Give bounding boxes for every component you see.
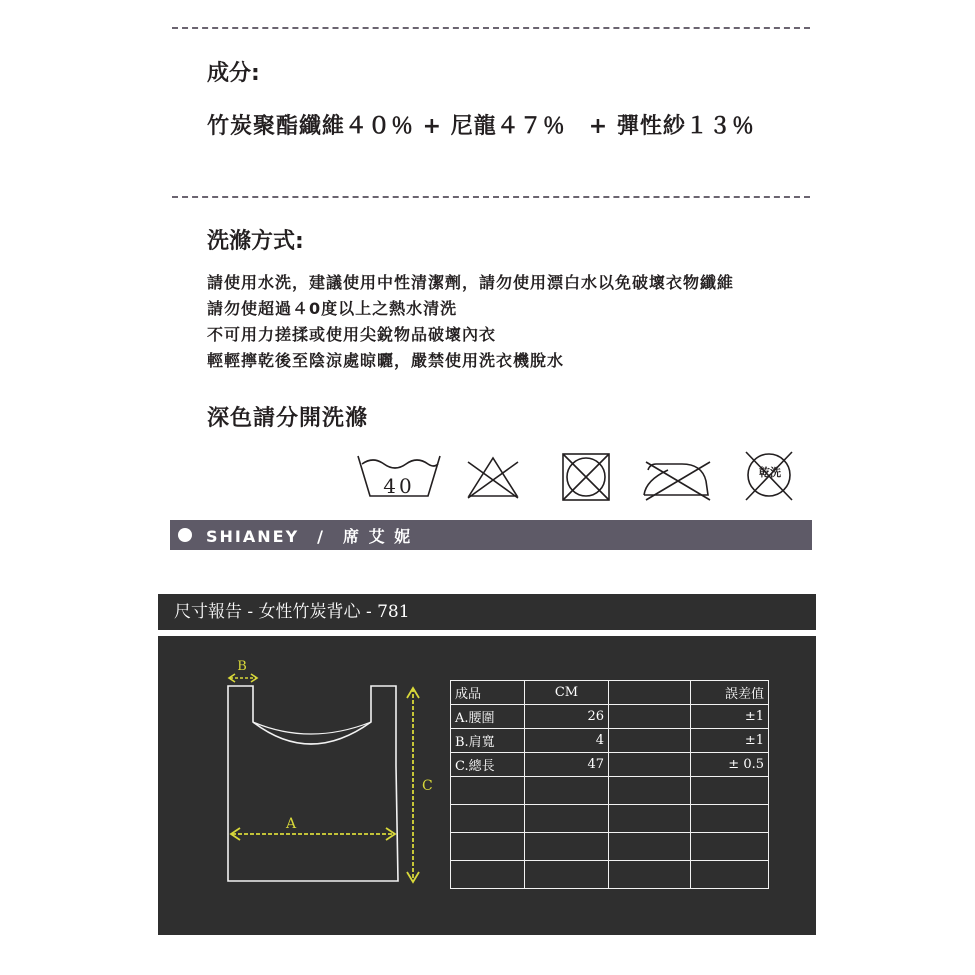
dark-color-note: 深色請分開洗滌 bbox=[207, 406, 369, 431]
table-row bbox=[451, 805, 769, 833]
row-cm: 47 bbox=[525, 753, 609, 777]
washing-line: 請使用水洗，建議使用中性清潔劑，請勿使用漂白水以免破壞衣物纖維 bbox=[207, 273, 735, 292]
row-cm bbox=[525, 805, 609, 833]
composition-formula: 竹炭聚酯纖維４０％ + 尼龍４７％ + 彈性紗１３％ bbox=[207, 114, 755, 139]
tank-top-outline bbox=[228, 686, 398, 881]
row-item bbox=[451, 833, 525, 861]
row-tolerance bbox=[691, 861, 769, 889]
row-cm bbox=[525, 777, 609, 805]
row-blank bbox=[609, 833, 691, 861]
washing-heading: 洗滌方式: bbox=[207, 229, 304, 254]
row-tolerance: ± 0.5 bbox=[691, 753, 769, 777]
table-row bbox=[451, 753, 769, 777]
no-tumble-dry-icon bbox=[563, 454, 609, 500]
washing-line: 不可用力搓揉或使用尖銳物品破壞內衣 bbox=[207, 325, 497, 344]
bullet-icon bbox=[178, 528, 192, 542]
table-row bbox=[451, 705, 769, 729]
row-item bbox=[451, 861, 525, 889]
row-blank bbox=[609, 753, 691, 777]
header-blank bbox=[609, 681, 691, 705]
row-tolerance bbox=[691, 805, 769, 833]
no-bleach-icon bbox=[468, 458, 518, 498]
dimension-c-label: C bbox=[422, 778, 433, 794]
table-row bbox=[451, 777, 769, 805]
dimension-a-label: A bbox=[285, 816, 297, 832]
row-blank bbox=[609, 729, 691, 753]
size-table bbox=[450, 680, 769, 889]
brand-name: SHIANEY / 席 艾 妮 bbox=[206, 526, 413, 546]
row-cm: 4 bbox=[525, 729, 609, 753]
row-cm: 26 bbox=[525, 705, 609, 729]
row-cm bbox=[525, 861, 609, 889]
row-blank bbox=[609, 861, 691, 889]
row-cm bbox=[525, 833, 609, 861]
row-tolerance bbox=[691, 833, 769, 861]
dimension-b-label: B bbox=[237, 659, 247, 674]
row-tolerance bbox=[691, 777, 769, 805]
size-report-title: 尺寸報告 - 女性竹炭背心 - 781 bbox=[158, 594, 816, 630]
row-tolerance: ±1 bbox=[691, 705, 769, 729]
table-row bbox=[451, 861, 769, 889]
row-item: A.腰圍 bbox=[451, 705, 525, 729]
garment-diagram bbox=[208, 656, 468, 916]
dry-clean-label: 乾洗 bbox=[759, 466, 781, 479]
no-iron-icon bbox=[644, 462, 710, 500]
divider-top bbox=[172, 27, 810, 29]
table-header-row bbox=[451, 681, 769, 705]
wash-temp-label: 40 bbox=[383, 474, 415, 498]
row-item: C.總長 bbox=[451, 753, 525, 777]
brand-banner bbox=[170, 520, 812, 550]
divider-middle bbox=[172, 196, 810, 198]
dimension-c bbox=[407, 688, 419, 882]
dimension-a bbox=[231, 828, 395, 840]
composition-heading: 成分: bbox=[207, 61, 260, 86]
wash-40-icon bbox=[358, 456, 440, 498]
row-blank bbox=[609, 777, 691, 805]
header-product: 成品 bbox=[451, 681, 525, 705]
row-item: B.肩寬 bbox=[451, 729, 525, 753]
row-item bbox=[451, 805, 525, 833]
row-tolerance: ±1 bbox=[691, 729, 769, 753]
row-item bbox=[451, 777, 525, 805]
row-blank bbox=[609, 805, 691, 833]
washing-line: 輕輕擰乾後至陰涼處晾曬，嚴禁使用洗衣機脫水 bbox=[207, 351, 565, 370]
washing-line: 請勿使超過４0度以上之熱水清洗 bbox=[207, 299, 458, 318]
row-blank bbox=[609, 705, 691, 729]
header-cm: CM bbox=[525, 681, 609, 705]
care-symbols bbox=[356, 448, 806, 508]
table-row bbox=[451, 833, 769, 861]
header-tolerance: 誤差值 bbox=[691, 681, 769, 705]
dimension-b bbox=[229, 674, 257, 682]
table-row bbox=[451, 729, 769, 753]
no-dry-clean-icon bbox=[746, 452, 792, 500]
